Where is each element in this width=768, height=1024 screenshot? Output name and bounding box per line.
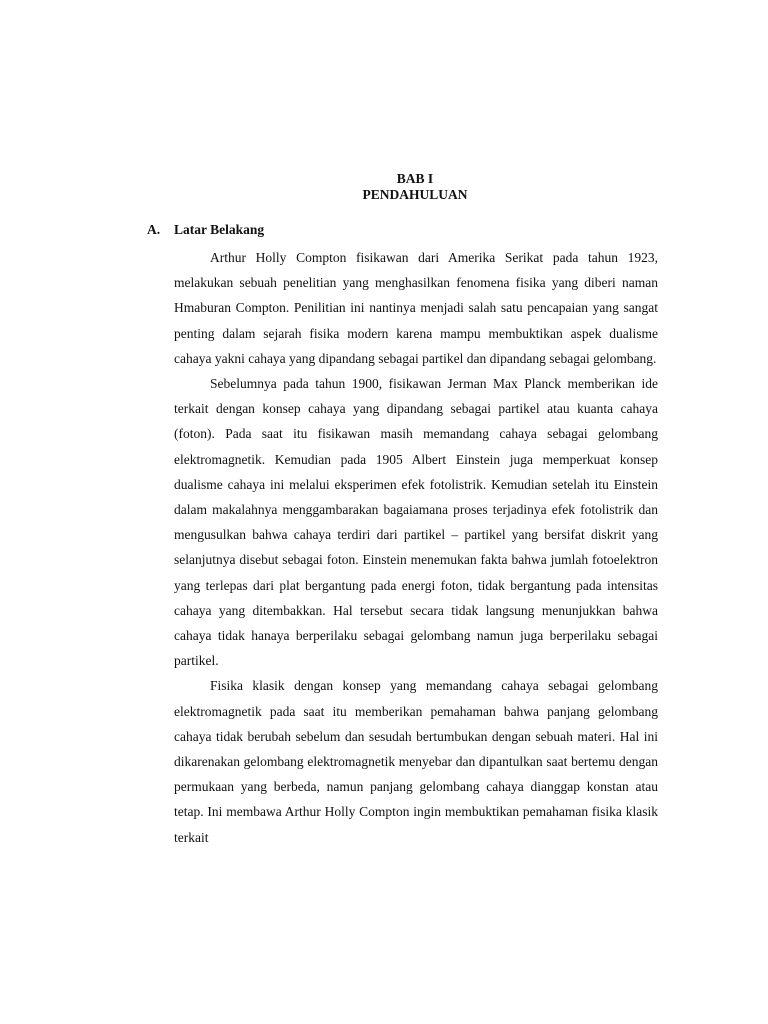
section-title: Latar Belakang [174, 222, 265, 237]
chapter-title: PENDAHULUAN [362, 187, 468, 202]
section-heading [147, 221, 264, 239]
paragraph: Sebelumnya pada tahun 1900, fisikawan Jerman Max Planck memberikan ide terkait dengan konsep cahaya yang dipandang sebagai partikel atau kuanta cahaya (foton). Pada saat itu fisikawan masih memandang cahaya sebagai gelombang elektromagnetik. Kemudian pada 1905 Albert Einstein juga memperkuat konsep dualisme cahaya ini melalui eksperimen efek fotolistrik. Kemudian setelah itu Einstein dalam makalahnya menggambarakan bagaiamana proses terjadinya efek fotolistrik dan mengusulkan bahwa cahaya terdiri dari partikel – partikel yang bersifat diskrit yang selanjutnya disebut sebagai foton. Einstein menemukan fakta bahwa jumlah fotoelektron yang terlepas dari plat bergantung pada energi foton, tidak bergantung pada intensitas cahaya yang ditembakkan. Hal tersebut secara tidak langsung menunjukkan bahwa cahaya tidak hanaya berperilaku sebagai gelombang namun juga berperilaku sebagai partikel. [174, 376, 658, 669]
body-text [174, 245, 658, 850]
section-marker: A. [147, 222, 161, 237]
paragraph: Fisika klasik dengan konsep yang memandang cahaya sebagai gelombang elektromagnetik pada saat itu memberikan pemahaman bahwa panjang gelombang cahaya tidak berubah sebelum dan sesudah bertumbukan dengan sebuah materi. Hal ini dikarenakan gelombang elektromagnetik menyebar dan dipantulkan saat bertemu dengan permukaan yang berbeda, namun panjang gelombang cahaya dianggap konstan atau tetap. Ini membawa Arthur Holly Compton ingin membuktikan pemahaman fisika klasik terkait [174, 678, 658, 845]
chapter-number: BAB I [396, 171, 434, 186]
paragraph: Arthur Holly Compton fisikawan dari Amerika Serikat pada tahun 1923, melakukan sebuah penelitian yang menghasilkan fenomena fisika yang diberi naman Hmaburan Compton. Penilitian ini nantinya menjadi salah satu pencapaian yang sangat penting dalam sejarah fisika modern karena mampu membuktikan aspek dualisme cahaya yakni cahaya yang dipandang sebagai partikel dan dipandang sebagai gelombang. [174, 250, 658, 366]
